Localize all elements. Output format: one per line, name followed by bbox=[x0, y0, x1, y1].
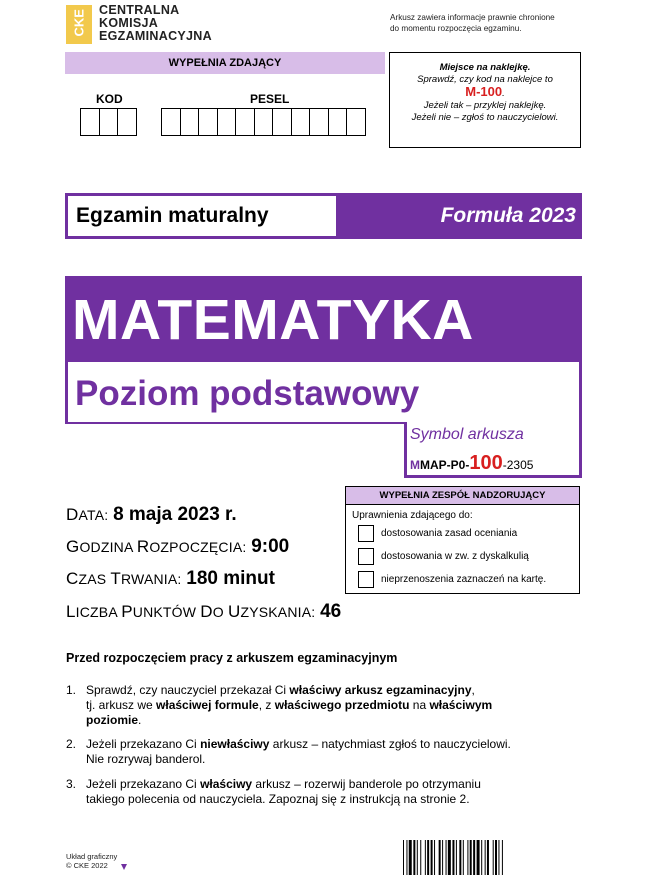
logo-line-2: KOMISJA bbox=[99, 16, 159, 30]
digit-cell[interactable] bbox=[99, 108, 119, 136]
date-value: 8 maja 2023 r. bbox=[113, 504, 237, 525]
symbol-prefix: MAP-P0- bbox=[420, 458, 470, 472]
barcode-icon bbox=[403, 840, 580, 875]
bold-run: właściwym bbox=[429, 698, 493, 712]
instructions-title: Przed rozpoczęciem pracy z arkuszem egzaminacyjnym bbox=[66, 651, 398, 665]
symbol-suffix: -2305 bbox=[502, 458, 534, 472]
text-run: Jeżeli przekazano Ci bbox=[86, 737, 201, 751]
digit-cell[interactable] bbox=[272, 108, 292, 136]
points-row bbox=[66, 601, 341, 623]
supervisors-header: WYPEŁNIA ZESPÓŁ NADZORUJĄCY bbox=[345, 486, 580, 505]
bold-run: właściwego przedmiotu bbox=[274, 698, 410, 712]
instruction-item bbox=[66, 777, 586, 807]
symbol-number: 100 bbox=[469, 452, 503, 474]
item-number: 3. bbox=[66, 777, 77, 791]
text-run: arkusz – natychmiast zgłoś to nauczycielowi. bbox=[269, 737, 511, 751]
bold-run: właściwej formule bbox=[156, 698, 259, 712]
checkbox[interactable] bbox=[358, 525, 374, 542]
option-label: dostosowania w zw. z dyskalkulią bbox=[381, 551, 529, 562]
sticker-no-text: Jeżeli nie – zgłoś to nauczycielowi. bbox=[411, 112, 559, 123]
duration-row bbox=[66, 568, 275, 590]
text-run: , z bbox=[258, 698, 275, 712]
points-label: LICZBA PUNKTÓW DO UZYSKANIA: bbox=[66, 602, 316, 621]
logo-line-3: EGZAMINACYJNA bbox=[99, 29, 212, 43]
option-label: dostosowania zasad oceniania bbox=[381, 528, 518, 539]
kod-label: KOD bbox=[96, 92, 123, 106]
sticker-title: Miejsce na naklejkę. bbox=[439, 62, 531, 73]
pesel-label: PESEL bbox=[250, 92, 290, 106]
notice-line-2: do momentu rozpoczęcia egzaminu. bbox=[390, 24, 522, 33]
bold-run: poziomie bbox=[86, 713, 139, 727]
accommodation-option[interactable] bbox=[358, 571, 546, 588]
date-label: DATA: bbox=[66, 505, 109, 524]
sticker-code-line bbox=[390, 86, 580, 100]
symbol-prefix-m: M bbox=[410, 458, 420, 472]
cke-logo-text bbox=[99, 4, 212, 43]
checkbox[interactable] bbox=[358, 571, 374, 588]
subject-title: MATEMATYKA bbox=[72, 288, 474, 352]
text-run: na bbox=[409, 698, 430, 712]
symbol-code bbox=[410, 452, 533, 475]
instruction-item bbox=[66, 683, 586, 728]
item-text bbox=[86, 683, 586, 728]
subject-level: Poziom podstawowy bbox=[75, 374, 420, 413]
bold-run: niewłaściwy bbox=[200, 737, 270, 751]
exam-name: Egzamin maturalny bbox=[68, 196, 336, 236]
points-value: 46 bbox=[320, 601, 342, 622]
option-label: nieprzenoszenia zaznaczeń na kartę. bbox=[381, 574, 547, 585]
footer bbox=[66, 852, 117, 870]
footer-line-1: Układ graficzny bbox=[66, 852, 118, 861]
footer-line-2: © CKE 2022 bbox=[66, 861, 108, 870]
cke-logo-letters: CKE bbox=[71, 9, 87, 37]
exam-formula: Formuła 2023 bbox=[440, 204, 576, 227]
text-run: arkusz – rozerwij banderole po otrzymaniu bbox=[252, 777, 481, 791]
item-text bbox=[86, 737, 586, 767]
digit-cell[interactable] bbox=[161, 108, 181, 136]
checkbox[interactable] bbox=[358, 548, 374, 565]
digit-cell[interactable] bbox=[254, 108, 274, 136]
supervisors-subheader: Uprawnienia zdającego do: bbox=[352, 510, 473, 521]
digit-cell[interactable] bbox=[180, 108, 200, 136]
start-row bbox=[66, 536, 289, 558]
sticker-check-text: Sprawdź, czy kod na naklejce to bbox=[417, 74, 553, 85]
digit-cell[interactable] bbox=[217, 108, 237, 136]
pesel-input-cells[interactable] bbox=[162, 108, 366, 136]
digit-cell[interactable] bbox=[309, 108, 329, 136]
start-value: 9:00 bbox=[251, 536, 290, 557]
text-run: Nie rozrywaj banderol. bbox=[86, 752, 206, 766]
bold-run: właściwy arkusz egzaminacyjny bbox=[289, 683, 472, 697]
sticker-code-suffix: . bbox=[502, 88, 505, 99]
digit-cell[interactable] bbox=[117, 108, 137, 136]
text-run: . bbox=[138, 713, 142, 727]
item-number: 2. bbox=[66, 737, 77, 751]
digit-cell[interactable] bbox=[291, 108, 311, 136]
accommodation-option[interactable] bbox=[358, 548, 529, 565]
instruction-item bbox=[66, 737, 586, 767]
date-row bbox=[66, 504, 237, 526]
item-number: 1. bbox=[66, 683, 77, 697]
sticker-yes-text: Jeżeli tak – przyklej naklejkę. bbox=[423, 100, 547, 111]
confidentiality-notice bbox=[390, 12, 610, 34]
digit-cell[interactable] bbox=[198, 108, 218, 136]
text-run: Sprawdź, czy nauczyciel przekazał Ci bbox=[86, 683, 290, 697]
symbol-label: Symbol arkusza bbox=[410, 426, 524, 443]
text-run: tj. arkusz we bbox=[86, 698, 157, 712]
triangle-marker-icon bbox=[121, 864, 127, 870]
accommodation-option[interactable] bbox=[358, 525, 517, 542]
logo-line-1: CENTRALNA bbox=[99, 3, 180, 17]
digit-cell[interactable] bbox=[346, 108, 366, 136]
digit-cell[interactable] bbox=[80, 108, 100, 136]
duration-value: 180 minut bbox=[186, 568, 275, 589]
digit-cell[interactable] bbox=[235, 108, 255, 136]
text-run: , bbox=[471, 683, 475, 697]
kod-input-cells[interactable] bbox=[81, 108, 137, 136]
text-run: Jeżeli przekazano Ci bbox=[86, 777, 201, 791]
candidate-section-header: WYPEŁNIA ZDAJĄCY bbox=[65, 52, 385, 74]
sticker-box bbox=[389, 52, 581, 148]
sticker-code: M-100 bbox=[465, 84, 503, 99]
start-label: GODZINA ROZPOCZĘCIA: bbox=[66, 537, 247, 556]
notice-line-1: Arkusz zawiera informacje prawnie chronione bbox=[390, 13, 555, 22]
duration-label: CZAS TRWANIA: bbox=[66, 569, 182, 588]
item-text bbox=[86, 777, 586, 807]
bold-run: właściwy bbox=[200, 777, 253, 791]
text-run: takiego polecenia od nauczyciela. Zapoznaj się z instrukcją na stronie 2. bbox=[86, 792, 470, 806]
digit-cell[interactable] bbox=[328, 108, 348, 136]
